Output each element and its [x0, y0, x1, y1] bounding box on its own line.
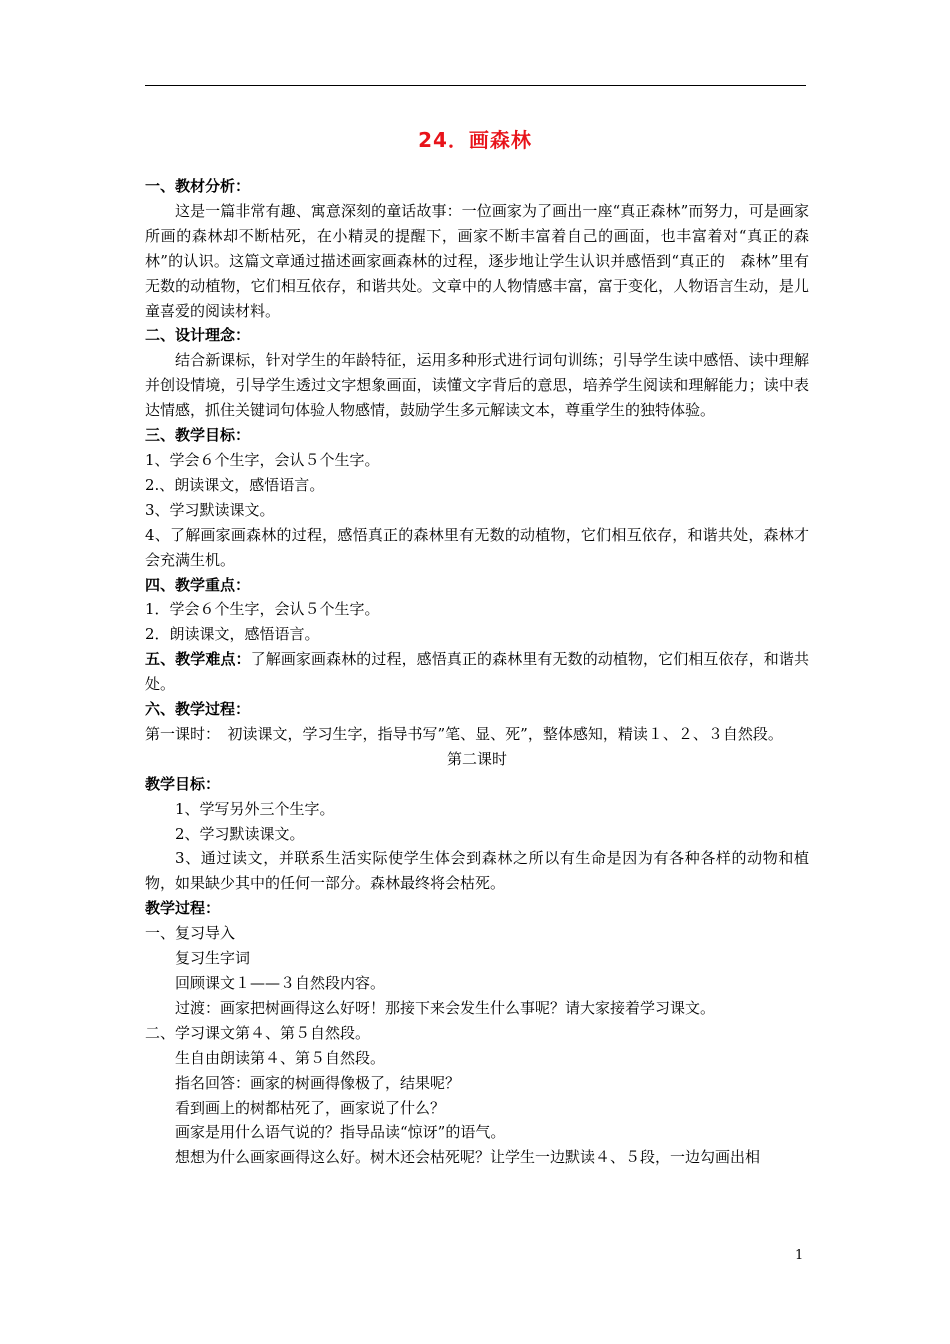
goal-item: 2.、朗读课文，感悟语言。: [145, 475, 325, 494]
section-body-difficulty: 了解画家画森林的过程，感悟真正的森林里有无数的动植物，它们相互依存，和谐共处。: [145, 650, 809, 694]
first-lesson-summary: 第一课时： 初读课文，学习生字，指导书写”笔、显、死”，整体感知，精读１、２、３自然段。: [145, 724, 783, 743]
keypoint-item: 2．朗读课文，感悟语言。: [145, 625, 320, 644]
section-heading-process: 六、教学过程：: [145, 700, 251, 719]
header-rule: [145, 85, 806, 86]
step-line: 想想为什么画家画得这么好。树木还会枯死呢？让学生一边默读４、５段，一边勾画出相: [175, 1148, 761, 1167]
lesson-two-goal: 1、学写另外三个生字。: [175, 799, 335, 818]
section-heading-keypoints: 四、教学重点：: [145, 575, 251, 594]
page-title: 24．画森林: [418, 128, 532, 152]
section-difficulty: [145, 647, 809, 697]
section-heading-analysis: 一、教材分析：: [145, 177, 251, 195]
step-line: 过渡：画家把树画得这么好呀！那接下来会发生什么事呢？请大家接着学习课文。: [175, 998, 716, 1017]
section-body-analysis: 这是一篇非常有趣、寓意深刻的童话故事：一位画家为了画出一座“真正森林”而努力，可是画家所画的森林却不断枯死，在小精灵的提醒下，画家不断丰富着自己的画面，也丰富着对“真正的森林”的认识。这篇文章通过描述画家画森林的过程，逐步地让学生认识并感悟到“真正的 森林”里有无数的动植物，它们相互依存，和谐共处。文章中的人物情感丰富，富于变化，人物语言生动，是儿童喜爱的阅读材料。: [145, 201, 809, 320]
step-line: 画家是用什么语气说的？指导品读“惊讶”的语气。: [175, 1123, 506, 1142]
goal-item: 1、学会６个生字，会认５个生字。: [145, 450, 380, 469]
step-line: 指名回答：画家的树画得像极了，结果呢？: [175, 1073, 461, 1092]
section-heading-goals: 三、教学目标：: [145, 426, 251, 445]
step-heading: 一、复习导入: [145, 924, 236, 943]
goal-item: 3、学习默读课文。: [145, 500, 275, 519]
page-number: 1: [795, 1248, 804, 1263]
lesson-two-goals-heading: 教学目标：: [145, 774, 221, 793]
document-body: [145, 174, 809, 1170]
step-heading: 二、学习课文第４、第５自然段。: [145, 1023, 371, 1042]
lesson-two-process-heading: 教学过程：: [145, 899, 221, 918]
section-heading-difficulty: 五、教学难点：: [145, 650, 251, 669]
goal-item: 4、了解画家画森林的过程，感悟真正的森林里有无数的动植物，它们相互依存，和谐共处，森林才会充满生机。: [145, 525, 809, 569]
keypoint-item: 1．学会６个生字，会认５个生字。: [145, 600, 380, 619]
lesson-two-goal: 2、学习默读课文。: [175, 824, 305, 843]
section-body-concept: 结合新课标，针对学生的年龄特征，运用多种形式进行词句训练；引导学生读中感悟、读中理解并创设情境，引导学生透过文字想象画面，读懂文字背后的意思，培养学生阅读和理解能力；读中表达情感，抓住关键词句体验人物感情，鼓励学生多元解读文本，尊重学生的独特体验。: [145, 351, 809, 420]
section-heading-concept: 二、设计理念：: [145, 326, 251, 345]
step-line: 复习生字词: [175, 949, 251, 968]
lesson-two-goal: 3、通过读文，并联系生活实际使学生体会到森林之所以有生命是因为有各种各样的动物和植物，如果缺少其中的任何一部分。森林最终将会枯死。: [145, 849, 809, 893]
step-line: 看到画上的树都枯死了，画家说了什么？: [175, 1098, 446, 1117]
lesson-two-title: 第二课时: [446, 749, 507, 768]
step-line: 回顾课文１——３自然段内容。: [175, 974, 386, 992]
step-line: 生自由朗读第４、第５自然段。: [175, 1048, 386, 1067]
